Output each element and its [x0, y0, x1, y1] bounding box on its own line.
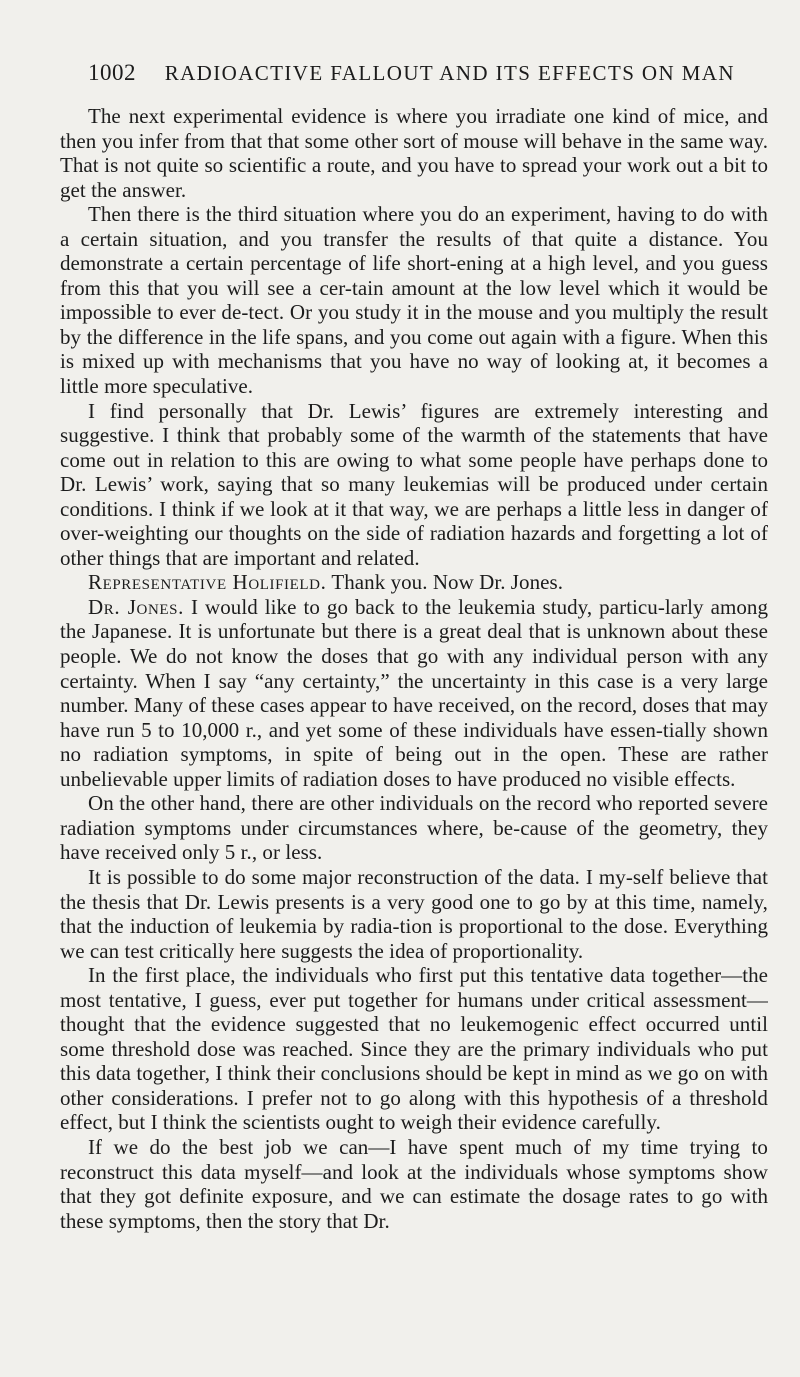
paragraph-text: On the other hand, there are other individuals on the record who reported severe radiation symptoms under circumstances where, be-cause of the geometry, they have received only 5 r., or less.: [60, 791, 768, 865]
paragraph-9: [60, 1135, 768, 1233]
paragraph-4: [60, 570, 768, 595]
paragraph-text: I find personally that Dr. Lewis’ figures are extremely interesting and suggestive. I think that probably some of the warmth of the statements that have come out in relation to this are owing to what some people have perhaps done to Dr. Lewis’ work, saying that so many leukemias will be produced under certain conditions. I think if we look at it that way, we are perhaps a little less in danger of over-weighting our thoughts on the side of radiation hazards and forgetting a lot of other things that are important and related.: [60, 398, 768, 570]
paragraph-1: [60, 104, 768, 202]
speaker-name: Representative Holifield.: [88, 570, 327, 595]
page-number: 1002: [88, 60, 136, 85]
paragraph-text: If we do the best job we can—I have spent much of my time trying to reconstruct this data myself—and look at the individuals whose symptoms show that they got definite exposure, and we can estimate the dosage rates to go with these symptoms, then the story that Dr.: [60, 1134, 768, 1233]
running-title: RADIOACTIVE FALLOUT AND ITS EFFECTS ON MAN: [164, 61, 735, 85]
paragraph-6: [60, 791, 768, 865]
paragraph-text: I would like to go back to the leukemia study, particu-larly among the Japanese. It is unfortunate but there is a great deal that is unknown about these people. We do not know the doses that go with any individual person with any certainty. When I say “any certainty,” the uncertainty in this case is a very large number. Many of these cases appear to have received, on the record, doses that may have run 5 to 10,000 r., and yet some of these individuals have essen-tially shown no radiation symptoms, in spite of being out in the open. These are rather unbelievable upper limits of radiation doses to have produced no visible effects.: [60, 594, 768, 791]
paragraph-text: Then there is the third situation where you do an experiment, having to do with a certain situation, and you transfer the results of that quite a distance. You demonstrate a certain percentage of life short-ening at a high level, and you guess from this that you will see a cer-tain amount at the low level which it would be impossible to ever de-tect. Or you study it in the mouse and you multiply the result by the difference in the life spans, and you come out again with a figure. When this is mixed up with mechanisms that you have no way of looking at, it becomes a little more speculative.: [60, 202, 768, 399]
paragraph-7: [60, 865, 768, 963]
paragraph-text: The next experimental evidence is where you irradiate one kind of mice, and then you infer from that that some other sort of mouse will behave in the same way. That is not quite so scientific a route, and you have to spread your work out a bit to get the answer.: [60, 104, 768, 202]
paragraph-8: [60, 963, 768, 1135]
running-head: [88, 60, 735, 86]
paragraph-3: [60, 399, 768, 571]
speaker-name: Dr. Jones.: [88, 594, 184, 619]
paragraph-text: It is possible to do some major reconstruction of the data. I my-self believe that the thesis that Dr. Lewis presents is a very good one to go by at this time, namely, that the induction of leukemia by radia-tion is proportional to the dose. Everything we can test critically here suggests the idea of proportionality.: [60, 864, 768, 963]
paragraph-5: [60, 595, 768, 791]
paragraph-text: Thank you. Now Dr. Jones.: [331, 570, 564, 595]
paragraph-text: In the first place, the individuals who first put this tentative data together—the most tentative, I guess, ever put together for humans under critical assessment—thought that the evidence suggested that no leukemogenic effect occurred until some threshold dose was reached. Since they are the primary individuals who put this data together, I think their conclusions should be kept in mind as we go on with other considerations. I prefer not to go along with this hypothesis of a threshold effect, but I think the scientists ought to weigh their evidence carefully.: [60, 963, 768, 1135]
paragraph-2: [60, 202, 768, 398]
body-text: [60, 104, 768, 1233]
